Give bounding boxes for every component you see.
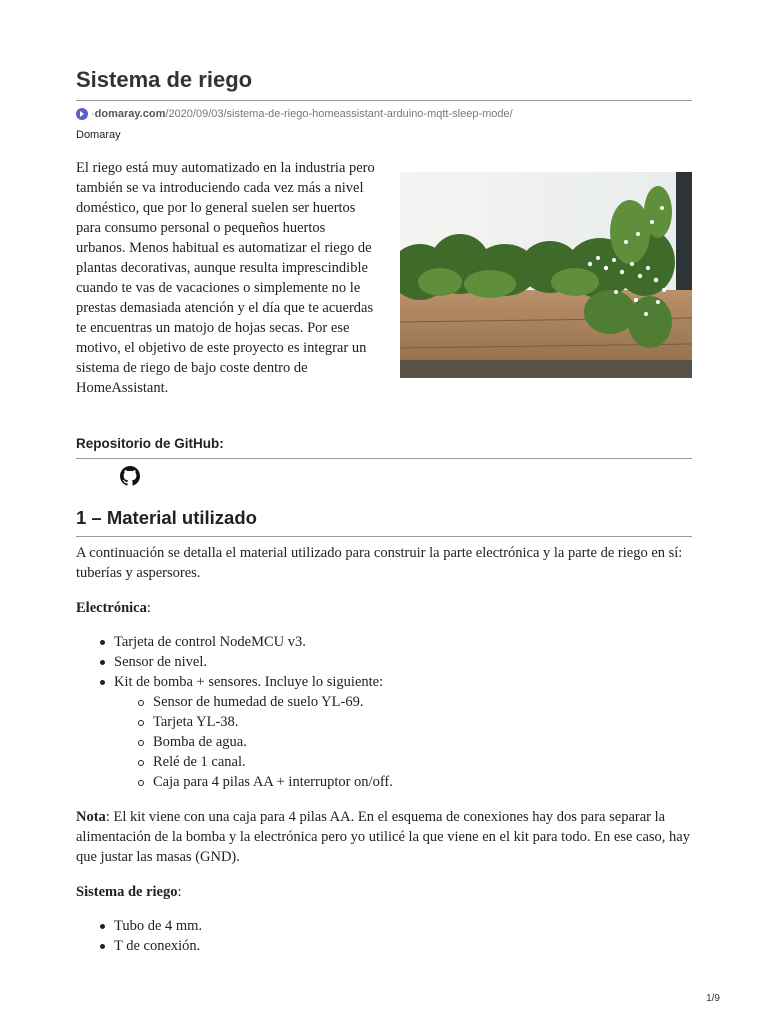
list-item: Tarjeta de control NodeMCU v3. <box>114 632 692 652</box>
list-item: Tubo de 4 mm. <box>114 916 692 936</box>
source-url[interactable] <box>76 106 513 122</box>
page-title: Sistema de riego <box>76 67 253 92</box>
source-domain[interactable]: domaray.com <box>94 108 166 120</box>
list-item: Sensor de nivel. <box>114 652 692 672</box>
note-label: Nota <box>76 809 106 825</box>
sub-list-item: Bomba de agua. <box>153 732 692 752</box>
domaray-logo-icon <box>76 108 88 120</box>
irrigation-colon: : <box>177 884 182 900</box>
section-intro: A continuación se detalla el material utilizado para construir la parte electrónica y la parte de riego en sí: tuberías y aspersores. <box>76 545 683 581</box>
intro-block <box>76 158 692 398</box>
kit-sublist <box>114 692 692 792</box>
section-divider <box>76 536 692 537</box>
page-number: 1/9 <box>706 993 720 1004</box>
sub-list-item: Sensor de humedad de suelo YL-69. <box>153 692 692 712</box>
github-heading: Repositorio de GitHub: <box>76 436 224 451</box>
github-divider <box>76 458 692 459</box>
irrigation-list <box>76 916 692 956</box>
irrigation-label: Sistema de riego <box>76 884 178 900</box>
electronics-heading <box>76 598 692 618</box>
electronics-colon: : <box>146 600 151 616</box>
sub-list-item: Relé de 1 canal. <box>153 752 692 772</box>
note-text: : El kit viene con una caja para 4 pilas AA. En el esquema de conexiones hay dos para separar la alimentación de la bomba y la electrónica pero yo utilicé la que viene en el kit para todo. En ese caso, hay que justar las masas (GND). <box>76 809 690 865</box>
kit-label: Kit de bomba + sensores. Incluye lo siguiente: <box>114 674 384 690</box>
source-separator: · <box>91 108 95 120</box>
title-divider <box>76 100 692 101</box>
list-item: T de conexión. <box>114 936 692 956</box>
electronics-list <box>76 632 692 792</box>
electronics-label: Electrónica <box>76 600 147 616</box>
sub-list-item: Tarjeta YL-38. <box>153 712 692 732</box>
github-icon[interactable] <box>120 466 140 486</box>
source-path[interactable]: /2020/09/03/sistema-de-riego-homeassistant-arduino-mqtt-sleep-mode/ <box>165 108 513 120</box>
note-paragraph <box>76 807 692 867</box>
planter-photo <box>400 172 692 378</box>
list-item-kit <box>114 672 692 792</box>
author: Domaray <box>76 129 121 141</box>
intro-text: El riego está muy automatizado en la industria pero también se va introduciendo cada vez más a nivel doméstico, que por lo general suelen ser huertos para consumo personal o pequeños huertos urbanos. Menos habitual es automatizar el riego de plantas decorativas, aunque resulta imprescindible cuando te vas de vacaciones o simplemente no le prestas demasiada atención y el día que te acuerdas te encuentras un matojo de hojas secas. Por ese motivo, el objetivo de este proyecto es integrar un sistema de riego de bajo coste dentro de HomeAssistant. <box>76 160 375 396</box>
irrigation-heading <box>76 882 692 902</box>
sub-list-item: Caja para 4 pilas AA + interruptor on/off. <box>153 772 692 792</box>
section-heading-material: 1 – Material utilizado <box>76 507 257 528</box>
